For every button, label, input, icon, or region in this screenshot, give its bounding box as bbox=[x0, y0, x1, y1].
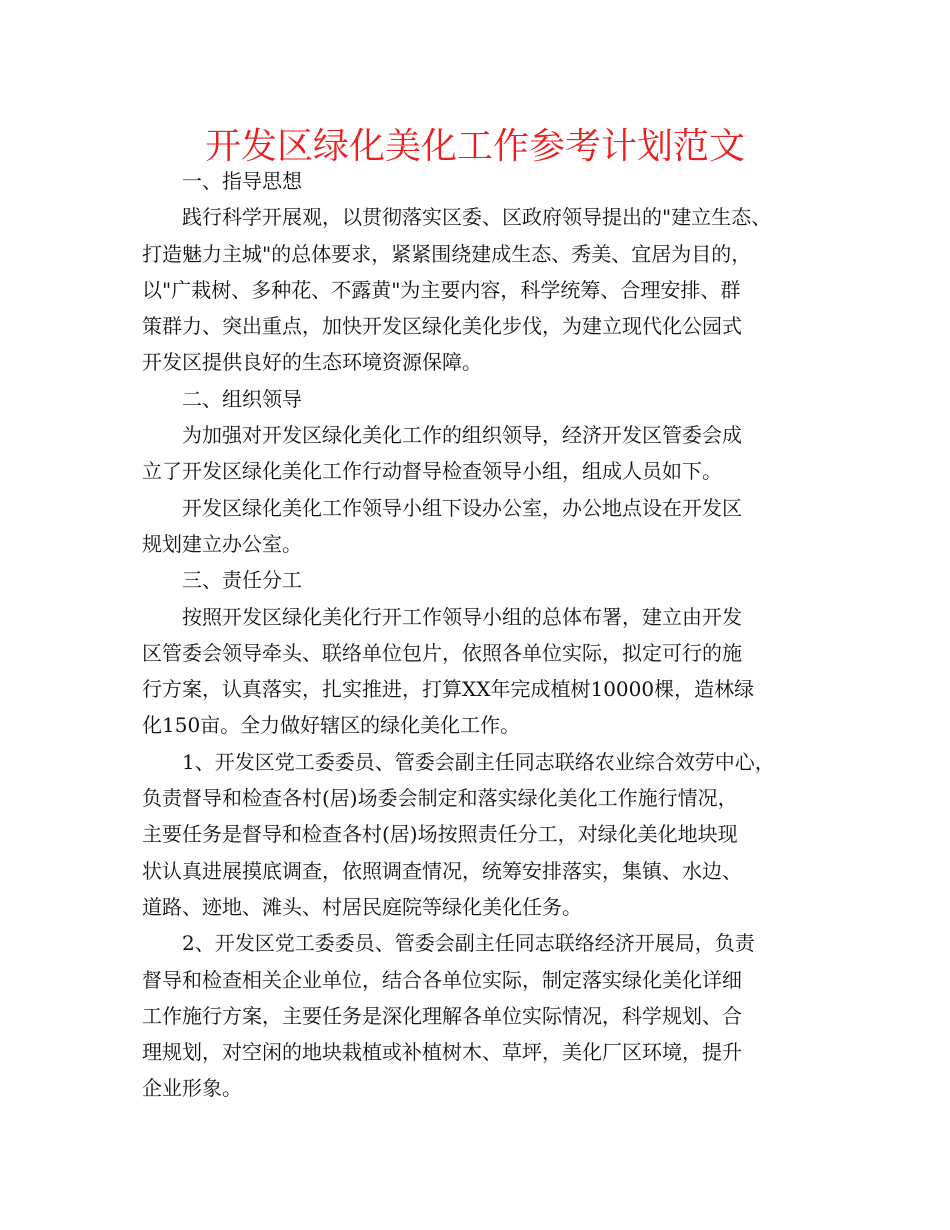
section-heading-guiding-thought: 一、指导思想 bbox=[182, 169, 302, 193]
paragraph-office: 开发区绿化美化工作领导小组下设办公室，办公地点设在开发区 规划建立办公室。 bbox=[142, 495, 742, 556]
section-heading-responsibilities: 三、责任分工 bbox=[182, 568, 302, 593]
document-body bbox=[142, 163, 814, 1107]
paragraph-organization: 为加强对开发区绿化美化工作的组织领导，经济开发区管委会成 立了开发区绿化美化工作行动督导检查领导小组，组成人员如下。 bbox=[142, 423, 742, 484]
paragraph-guiding-thought: 践行科学开展观，以贯彻落实区委、区政府领导提出的"建立生态、 打造魅力主城"的总体要求，紧紧围绕建成生态、秀美、宜居为目的， 以"广栽树、多种花、不露黄"为主要内容，科学统筹、合理安排、群 策群力、突出重点，加快开发区绿化美化步伐，为建立现代化公园式 开发区提供良好的生态环境资源保障。 bbox=[142, 205, 772, 375]
paragraph-responsibilities: 按照开发区绿化美化行开工作领导小组的总体布署，建立由开发 区管委会领导牵头、联络单位包片，依照各单位实际，拟定可行的施 行方案，认真落实，扎实推进，打算XX年完成植树10000棵，造林绿 化150亩。全力做好辖区的绿化美化工作。 bbox=[142, 604, 755, 738]
section-heading-organization: 二、组织领导 bbox=[182, 386, 302, 411]
paragraph-item-2: 2、开发区党工委委员、管委会副主任同志联络经济开展局，负责 督导和检查相关企业单位，结合各单位实际，制定落实绿化美化详细 工作施行方案，主要任务是深化理解各单位实际情况，科学规划、合 理规划，对空闲的地块栽植或补植树木、草坪，美化厂区环境，提升 企业形象。 bbox=[142, 931, 755, 1101]
paragraph-item-1: 1、开发区党工委委员、管委会副主任同志联络农业综合效劳中心， 负责督导和检查各村(居)场委会制定和落实绿化美化工作施行情况， 主要任务是督导和检查各村(居)场按照责任分工，对绿化美化地块现 状认真进展摸底调查，依照调查情况，统筹安排落实，集镇、水边、 道路、迹地、滩头、村居民庭院等绿化美化任务。 bbox=[142, 749, 775, 919]
document-title: 开发区绿化美化工作参考计划范文 bbox=[204, 126, 745, 167]
